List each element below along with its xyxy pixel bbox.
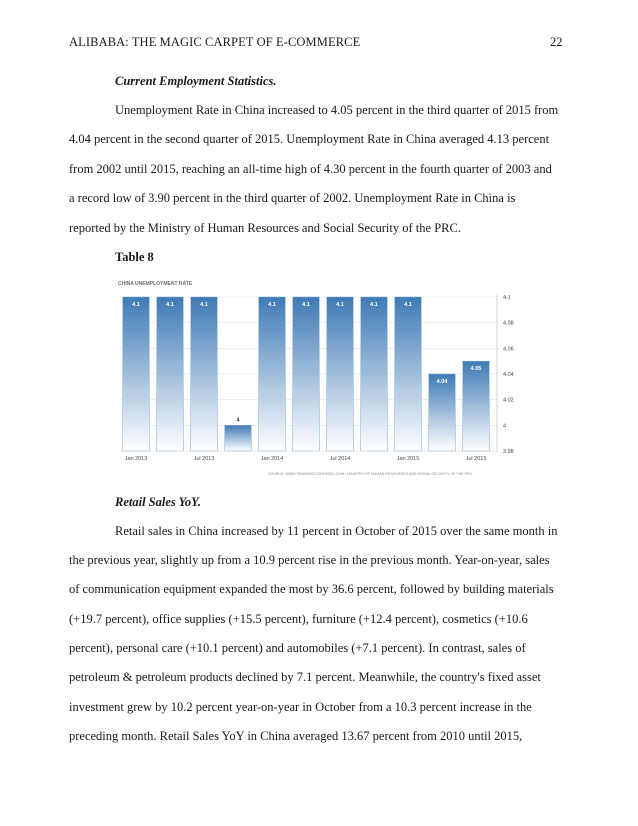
y-tick-label: 4.02 <box>503 397 514 404</box>
paragraph-line: the previous year, slightly up from a 10.9 percent rise in the previous month. Year-on-year, sales <box>69 553 550 567</box>
chart-title: CHINA UNEMPLOYMENT RATE <box>118 281 193 287</box>
bar <box>225 425 252 451</box>
y-tick-label: 4.08 <box>503 320 514 327</box>
bar-value-label: 4.1 <box>200 302 208 308</box>
x-tick-label: Jan 2013 <box>124 456 148 462</box>
bar-value-label: 4.1 <box>132 302 140 308</box>
table-label: Table 8 <box>115 250 154 264</box>
x-tick-label: Jan 2015 <box>396 456 420 462</box>
bar-value-label: 4.1 <box>302 302 310 308</box>
x-tick-label: Jan 2014 <box>260 456 284 462</box>
page-number: 22 <box>550 35 563 49</box>
y-tick-label: 4.1 <box>503 295 511 301</box>
bar <box>395 297 422 451</box>
y-tick-label: 4.06 <box>503 346 514 353</box>
paragraph-line: a record low of 3.90 percent in the third quarter of 2002. Unemployment Rate in China is <box>69 191 516 205</box>
bar <box>327 297 354 451</box>
y-tick-label: 4.04 <box>503 372 514 378</box>
bar <box>293 297 320 451</box>
paragraph-line: Retail sales in China increased by 11 percent in October of 2015 over the same month in <box>115 524 558 538</box>
bar <box>361 297 388 451</box>
y-tick-label: 4 <box>503 423 507 430</box>
paragraph-line: (+19.7 percent), office supplies (+15.5 percent), furniture (+12.4 percent), cosmetics (+10.6 <box>69 612 528 626</box>
chart-canvas <box>115 275 528 485</box>
bar-value-label: 4.1 <box>404 302 412 308</box>
bar <box>191 297 218 451</box>
paragraph-line: Unemployment Rate in China increased to 4.05 percent in the third quarter of 2015 from <box>115 103 559 117</box>
x-tick-label: Jul 2015 <box>465 456 487 462</box>
paragraph-line: of communication equipment expanded the most by 36.6 percent, followed by building materials <box>69 582 554 596</box>
bar <box>259 297 286 451</box>
bar-value-label: 4.1 <box>268 302 276 308</box>
unemployment-chart <box>115 275 528 485</box>
y-tick-label: 3.98 <box>503 449 514 455</box>
paragraph-line: reported by the Ministry of Human Resources and Social Security of the PRC. <box>69 221 461 235</box>
paragraph-line: 4.04 percent in the second quarter of 2015. Unemployment Rate in China averaged 4.13 percent <box>69 132 550 146</box>
bar-value-label: 4.1 <box>336 302 344 308</box>
paragraph-line: percent), personal care (+10.1 percent) and automobiles (+7.1 percent). In contrast, sales of <box>69 641 526 655</box>
section-heading-employment: Current Employment Statistics. <box>115 74 277 88</box>
bar-value-label: 4.1 <box>166 302 174 308</box>
bar <box>157 297 184 451</box>
paragraph-line: petroleum & petroleum products declined by 7.1 percent. Meanwhile, the country's fixed asset <box>69 670 541 684</box>
bar-value-label: 4.04 <box>436 379 448 385</box>
running-head: ALIBABA: THE MAGIC CARPET OF E-COMMERCE <box>69 35 361 49</box>
bar <box>123 297 150 451</box>
x-tick-label: Jul 2014 <box>329 456 351 462</box>
paragraph-line: preceding month. Retail Sales YoY in China averaged 13.67 percent from 2010 until 2015, <box>69 729 523 743</box>
bar <box>463 361 490 451</box>
bar <box>429 374 456 451</box>
chart-source: SOURCE: WWW.TRADINGECONOMICS.COM | MINISTRY OF HUMAN RESOURCES AND SOCIAL SECURITY OF THE PRC <box>268 472 473 476</box>
paragraph-line: investment grew by 10.2 percent year-on-year in October from a 10.3 percent increase in the <box>69 700 532 714</box>
paragraph-line: from 2002 until 2015, reaching an all-time high of 4.30 percent in the fourth quarter of 2003 and <box>69 162 552 176</box>
bar-value-label: 4.05 <box>470 366 482 373</box>
bar-value-label: 4.1 <box>370 302 378 308</box>
bar-value-label: 4 <box>236 417 240 424</box>
section-heading-retail: Retail Sales YoY. <box>115 495 201 509</box>
x-tick-label: Jul 2013 <box>193 456 215 462</box>
